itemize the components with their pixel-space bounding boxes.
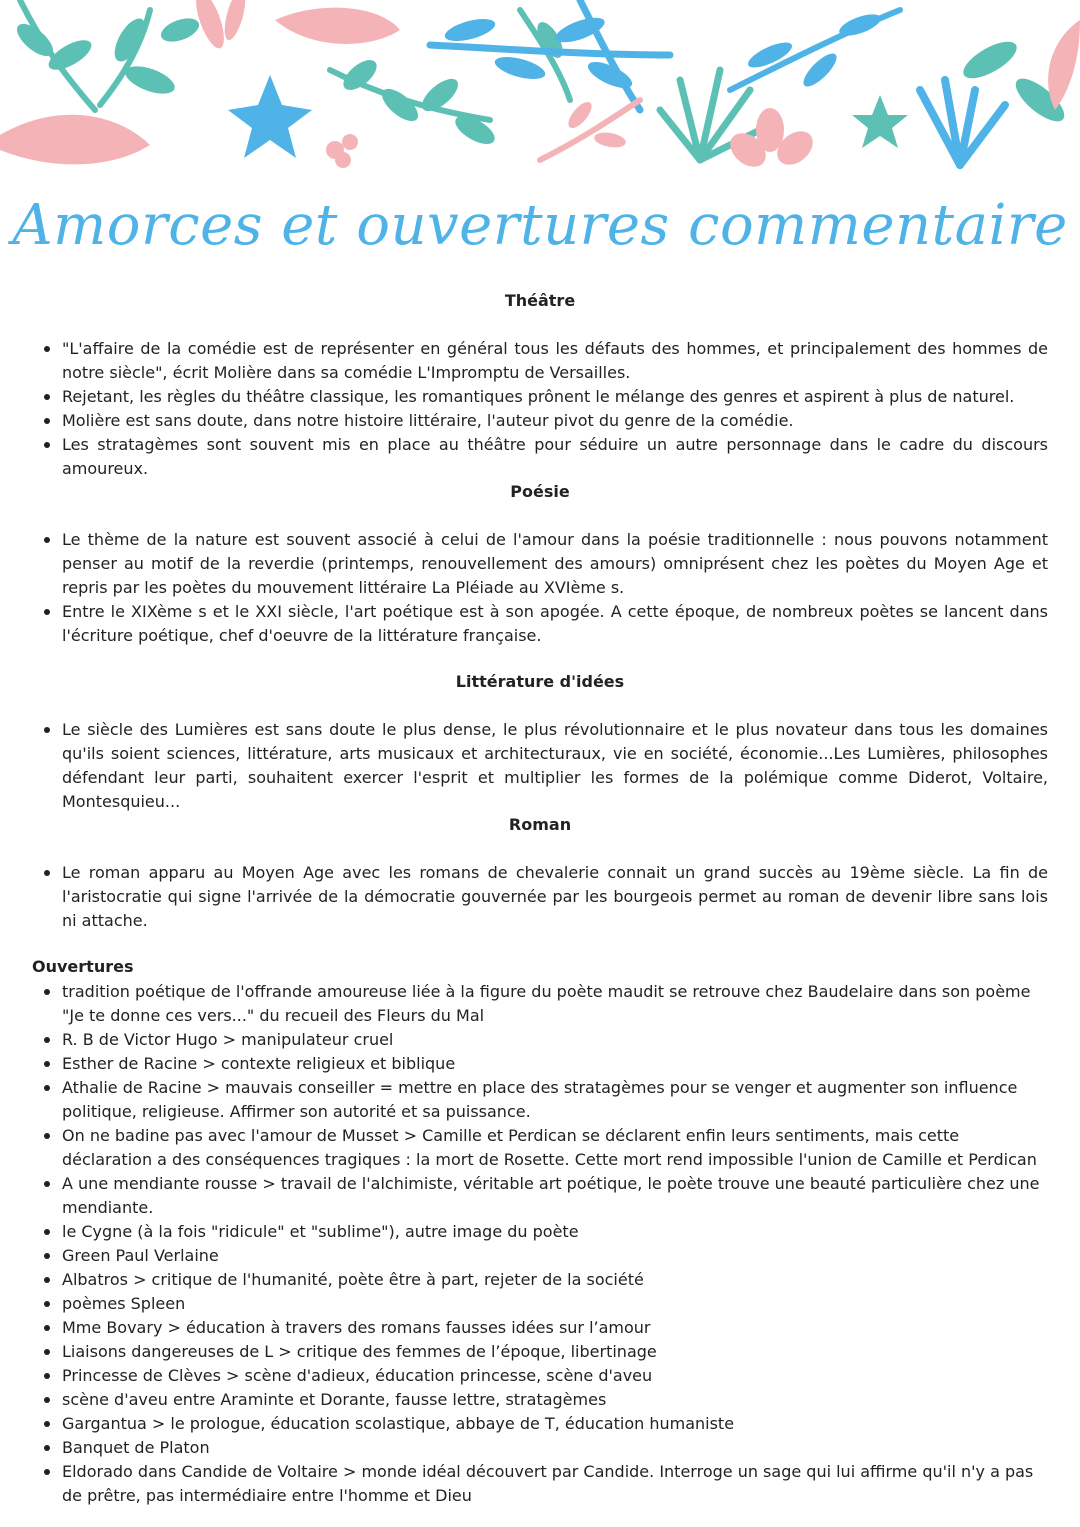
list-item: Le roman apparu au Moyen Age avec les romans de chevalerie connait un grand succès au 19ème siècle. La fin de l'aristocratie qui signe l'arrivée de la démocratie gouvernée par les bourgeois permet au roman de devenir libre sans lois ni attache.: [0, 861, 1048, 933]
list-item: Rejetant, les règles du théâtre classique, les romantiques prônent le mélange des genres et aspirent à plus de naturel.: [0, 385, 1048, 409]
section-heading-litterature-idees: Littérature d'idées: [455, 672, 625, 691]
ouvertures-list: [0, 980, 1052, 1508]
list-item: Princesse de Clèves > scène d'adieux, éducation princesse, scène d'aveu: [0, 1364, 1052, 1388]
list-item: Le thème de la nature est souvent associé à celui de l'amour dans la poésie traditionnelle : nous pouvons notamment penser au motif de la reverdie (printemps, renouvellement des amours) omniprésent chez les poètes du Moyen Age et repris par les poètes du mouvement littéraire La Pléiade au XVIème s.: [0, 528, 1048, 600]
blue-star-flower-icon: [228, 75, 312, 158]
section-heading-roman: Roman: [508, 815, 572, 834]
list-item: tradition poétique de l'offrande amoureuse liée à la figure du poète maudit se retrouve chez Baudelaire dans son poème "Je te donne ces vers..." du recueil des Fleurs du Mal: [0, 980, 1052, 1028]
litterature-idees-list: [0, 718, 1048, 814]
list-item: R. B de Victor Hugo > manipulateur cruel: [0, 1028, 1052, 1052]
list-item: Esther de Racine > contexte religieux et biblique: [0, 1052, 1052, 1076]
list-item: Banquet de Platon: [0, 1436, 1052, 1460]
list-item: Eldorado dans Candide de Voltaire > monde idéal découvert par Candide. Interroge un sage qui lui affirme qu'il n'y a pas de prêtre, pas intermédiaire entre l'homme et Dieu: [0, 1460, 1052, 1508]
list-item: poèmes Spleen: [0, 1292, 1052, 1316]
pink-flower-icon: [724, 108, 820, 174]
pink-leaf-icon: [0, 0, 249, 164]
floral-banner: [0, 0, 1080, 185]
list-item: Gargantua > le prologue, éducation scolastique, abbaye de T, éducation humaniste: [0, 1412, 1052, 1436]
list-item: Green Paul Verlaine: [0, 1244, 1052, 1268]
list-item: Molière est sans doute, dans notre histoire littéraire, l'auteur pivot du genre de la comédie.: [0, 409, 1048, 433]
list-item: Albatros > critique de l'humanité, poète être à part, rejeter de la société: [0, 1268, 1052, 1292]
list-item: On ne badine pas avec l'amour de Musset > Camille et Perdican se déclarent enfin leurs sentiments, mais cette déclaration a des conséquences tragiques : la mort de Rosette. Cette mort rend impossible l'union de Camille et Perdican: [0, 1124, 1052, 1172]
section-heading-poesie: Poésie: [510, 482, 570, 501]
list-item: Liaisons dangereuses de L > critique des femmes de l’époque, libertinage: [0, 1340, 1052, 1364]
roman-list: [0, 861, 1048, 933]
list-item: Mme Bovary > éducation à travers des romans fausses idées sur l’amour: [0, 1316, 1052, 1340]
poesie-list: [0, 528, 1048, 648]
theatre-list: [0, 337, 1048, 481]
blue-fan-icon: [920, 80, 1005, 165]
list-item: "L'affaire de la comédie est de représenter en général tous les défauts des hommes, et principalement des hommes de notre siècle", écrit Molière dans sa comédie L'Impromptu de Versailles.: [0, 337, 1048, 385]
list-item: Le siècle des Lumières est sans doute le plus dense, le plus révolutionnaire et le plus novateur dans tous les domaines qu'ils soient sciences, littérature, arts musicaux et architecturaux, vie en société, économie...Les Lumières, philosophes défendant leur parti, souhaitent exercer l'esprit et multiplier les formes de la polémique comme Diderot, Voltaire, Montesquieu...: [0, 718, 1048, 814]
list-item: le Cygne (à la fois "ridicule" et "sublime"), autre image du poète: [0, 1220, 1052, 1244]
list-item: A une mendiante rousse > travail de l'alchimiste, véritable art poétique, le poète trouve une beauté particulière chez une mendiante.: [0, 1172, 1052, 1220]
list-item: Entre le XIXème s et le XXI siècle, l'art poétique est à son apogée. A cette époque, de nombreux poètes se lancent dans l'écriture poétique, chef d'oeuvre de la littérature française.: [0, 600, 1048, 648]
list-item: Les stratagèmes sont souvent mis en place au théâtre pour séduire un autre personnage dans le cadre du discours amoureux.: [0, 433, 1048, 481]
ouvertures-heading: Ouvertures: [32, 957, 134, 976]
list-item: Athalie de Racine > mauvais conseiller = mettre en place des stratagèmes pour se venger et augmenter son influence politique, religieuse. Affirmer son autorité et sa puissance.: [0, 1076, 1052, 1124]
list-item: scène d'aveu entre Araminte et Dorante, fausse lettre, stratagèmes: [0, 1388, 1052, 1412]
section-heading-theatre: Théâtre: [504, 291, 576, 310]
page-title: Amorces et ouvertures commentaire: [12, 193, 1068, 258]
